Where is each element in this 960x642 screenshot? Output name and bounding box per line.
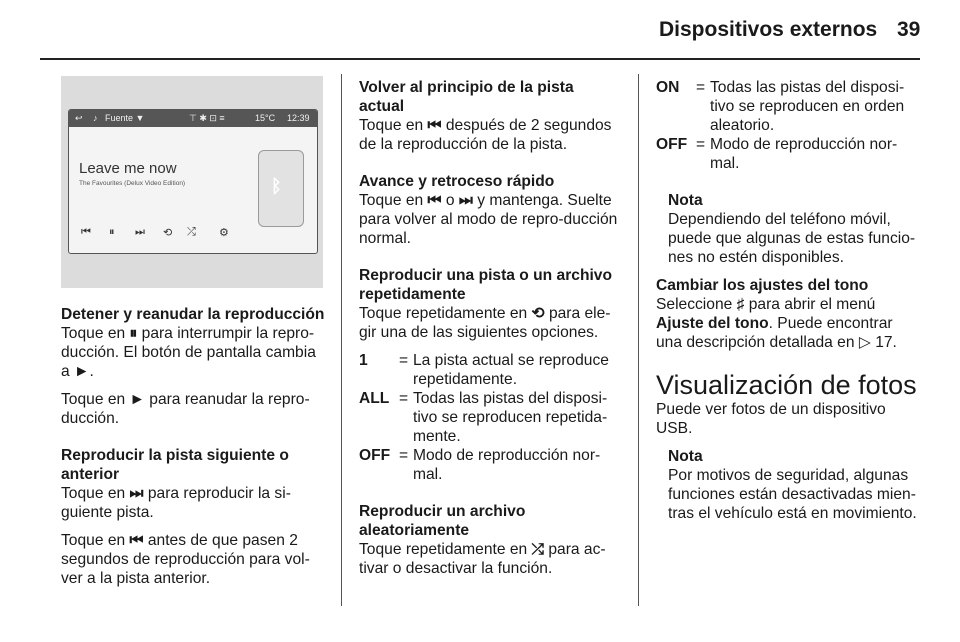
header-rule: [40, 58, 920, 60]
settings-icon: ⚙: [219, 227, 229, 239]
previous-track-icon: ⏮: [129, 532, 144, 549]
option-row: ALL = Todas las pistas del disposi-tivo se reproducen repetida-mente.: [359, 390, 608, 445]
bluetooth-icon: ᛒ: [271, 176, 282, 196]
section-heading: Volver al principio de la pista actual: [359, 79, 574, 115]
note-title: Nota: [668, 192, 703, 209]
section-heading: Avance y retroceso rápido: [359, 173, 555, 190]
column-divider: [341, 74, 342, 606]
paragraph: Toque repetidamente en ⟲ para ele-gir una de las siguientes opciones.: [359, 305, 611, 341]
back-icon: ↩: [75, 113, 83, 123]
music-note-icon: ♪: [93, 113, 98, 123]
shuffle-icon: ⤮: [187, 226, 196, 238]
next-track-icon: ⏭: [135, 226, 145, 238]
pause-icon: ⏸: [109, 226, 115, 238]
source-label: Fuente ▼: [105, 113, 145, 123]
song-title: Leave me now: [79, 160, 177, 177]
option-row: 1 = La pista actual se reproduce repetidamente.: [359, 352, 609, 388]
temperature: 15°C: [255, 113, 276, 123]
note-text: Por motivos de seguridad, algunas funciones están desactivadas mien-tras el vehículo está en movimiento.: [668, 467, 917, 522]
column-1: [61, 305, 325, 597]
section-heading: Reproducir una pista o un archivo repetidamente: [359, 267, 613, 303]
note-title: Nota: [668, 448, 703, 465]
next-track-icon: ⏭: [458, 192, 473, 209]
tone-settings-icon: ♯: [736, 296, 745, 313]
paragraph: Toque en ⏭ para reproducir la si-guiente pista.: [61, 485, 291, 521]
note-box: [668, 447, 922, 523]
repeat-icon: ⟲: [163, 227, 173, 239]
status-bar: [69, 110, 317, 127]
play-icon: ►: [74, 363, 90, 380]
section-heading: Cambiar los ajustes del tono: [656, 277, 869, 294]
note-box: [668, 191, 922, 267]
section-heading: Detener y reanudar la reproducción: [61, 306, 325, 323]
shuffle-icon: ⤮: [531, 541, 545, 558]
note-text: Dependiendo del teléfono móvil, puede que algunas de estas funcio-nes no estén disponibles.: [668, 211, 916, 266]
previous-track-icon: ⏮: [81, 226, 91, 238]
clock: 12:39: [287, 113, 310, 123]
paragraph: Seleccione ♯ para abrir el menú Ajuste del tono. Puede encontrar una descripción detallada en ▷ 17.: [656, 296, 897, 351]
column-divider: [638, 74, 639, 606]
section-title: Visualización de fotos: [656, 370, 917, 400]
pause-icon: ⏸: [129, 325, 138, 342]
paragraph: Toque en ⏸ para interrumpir la repro-ducción. El botón de pantalla cambia a ►.: [61, 325, 316, 380]
status-icons: ⊤ ✱ ⊡ ≡: [189, 113, 225, 123]
option-row: OFF = Modo de reproducción nor-mal.: [656, 136, 898, 172]
play-icon: ►: [129, 391, 145, 408]
paragraph: Puede ver fotos de un dispositivo USB.: [656, 401, 886, 437]
paragraph: Toque en ⏮ o ⏭ y mantenga. Suelte para volver al modo de repro-ducción normal.: [359, 192, 618, 247]
previous-track-icon: ⏮: [427, 117, 442, 134]
page-number: 39: [897, 18, 921, 41]
option-row: ON = Todas las pistas del disposi-tivo se reproducen en orden aleatorio.: [656, 79, 905, 134]
page-reference-icon: ▷: [858, 334, 871, 351]
phone-graphic: [258, 150, 304, 227]
paragraph: Toque en ► para reanudar la repro-ducción.: [61, 391, 310, 427]
section-heading: Reproducir un archivo aleatoriamente: [359, 503, 526, 539]
screenshot-figure: [61, 76, 323, 288]
next-track-icon: ⏭: [129, 485, 144, 502]
infotainment-screen: [68, 109, 318, 254]
repeat-icon: ⟲: [531, 305, 545, 322]
column-2: [359, 78, 623, 587]
paragraph: Toque en ⏮ después de 2 segundos de la reproducción de la pista.: [359, 117, 612, 153]
previous-track-icon: ⏮: [427, 192, 442, 209]
option-row: OFF = Modo de reproducción nor-mal.: [359, 447, 601, 483]
page-header-title: Dispositivos externos: [659, 18, 878, 41]
paragraph: Toque en ⏮ antes de que pasen 2 segundos de reproducción para vol-ver a la pista anterior.: [61, 532, 310, 587]
section-heading: Reproducir la pista siguiente o anterior: [61, 447, 289, 483]
column-3: [656, 78, 922, 532]
album-name: The Favourites (Delux Video Edition): [79, 180, 186, 187]
paragraph: Toque repetidamente en ⤮ para ac-tivar o desactivar la función.: [359, 541, 606, 577]
